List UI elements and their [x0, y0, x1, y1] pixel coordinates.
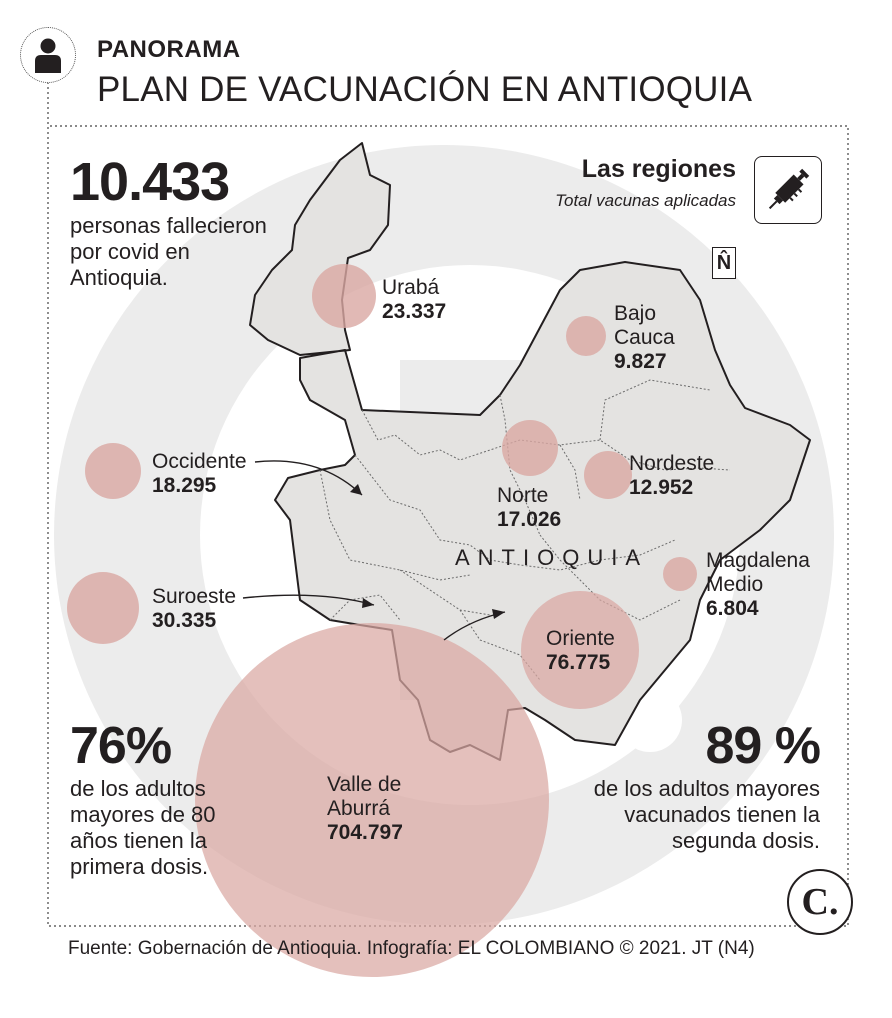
region-label-magdalena-medio: Magdalena Medio 6.804 — [706, 549, 810, 620]
second-dose-text: de los adultos mayores vacunados tienen la segunda dosis. — [593, 776, 820, 853]
el-colombiano-logo: C. — [787, 869, 853, 935]
first-dose-text: de los adultos mayores de 80 años tienen la primera dosis. — [70, 776, 216, 879]
region-label-occidente: Occidente 18.295 — [152, 450, 247, 497]
region-label-oriente: Oriente 76.775 — [546, 627, 615, 674]
bubble-nordeste — [584, 451, 632, 499]
north-indicator: N̂ — [712, 247, 736, 279]
syringe-icon — [754, 156, 822, 224]
deaths-text: personas fallecieron por covid en Antioquia. — [70, 213, 267, 290]
map-region-label: ANTIOQUIA — [455, 545, 649, 570]
region-label-nordeste: Nordeste 12.952 — [629, 452, 715, 499]
region-label-bajo-cauca: Bajo Cauca 9.827 — [614, 302, 675, 373]
legend-title: Las regiones — [581, 155, 736, 183]
region-label-suroeste: Suroeste 30.335 — [152, 585, 237, 632]
page-title: PLAN DE VACUNACIÓN EN ANTIOQUIA — [97, 70, 753, 109]
section-kicker: PANORAMA — [97, 36, 241, 63]
bubble-occidente — [85, 443, 141, 499]
deaths-value: 10.433 — [70, 152, 230, 212]
region-label-valle-de-aburra: Valle de Aburrá 704.797 — [327, 773, 403, 844]
source-credit: Fuente: Gobernación de Antioquia. Infografía: EL COLOMBIANO © 2021. JT (N4) — [68, 938, 755, 959]
bubble-suroeste — [67, 572, 139, 644]
region-label-norte: Norte 17.026 — [497, 484, 562, 531]
bubble-norte — [502, 420, 558, 476]
region-label-uraba: Urabá 23.337 — [382, 276, 447, 323]
bubble-uraba — [312, 264, 376, 328]
legend-subtitle: Total vacunas aplicadas — [555, 191, 736, 210]
second-dose-value: 89 % — [705, 717, 820, 775]
first-dose-value: 76% — [70, 717, 172, 775]
bubble-bajo-cauca — [566, 316, 606, 356]
bubble-magdalena-medio — [663, 557, 697, 591]
